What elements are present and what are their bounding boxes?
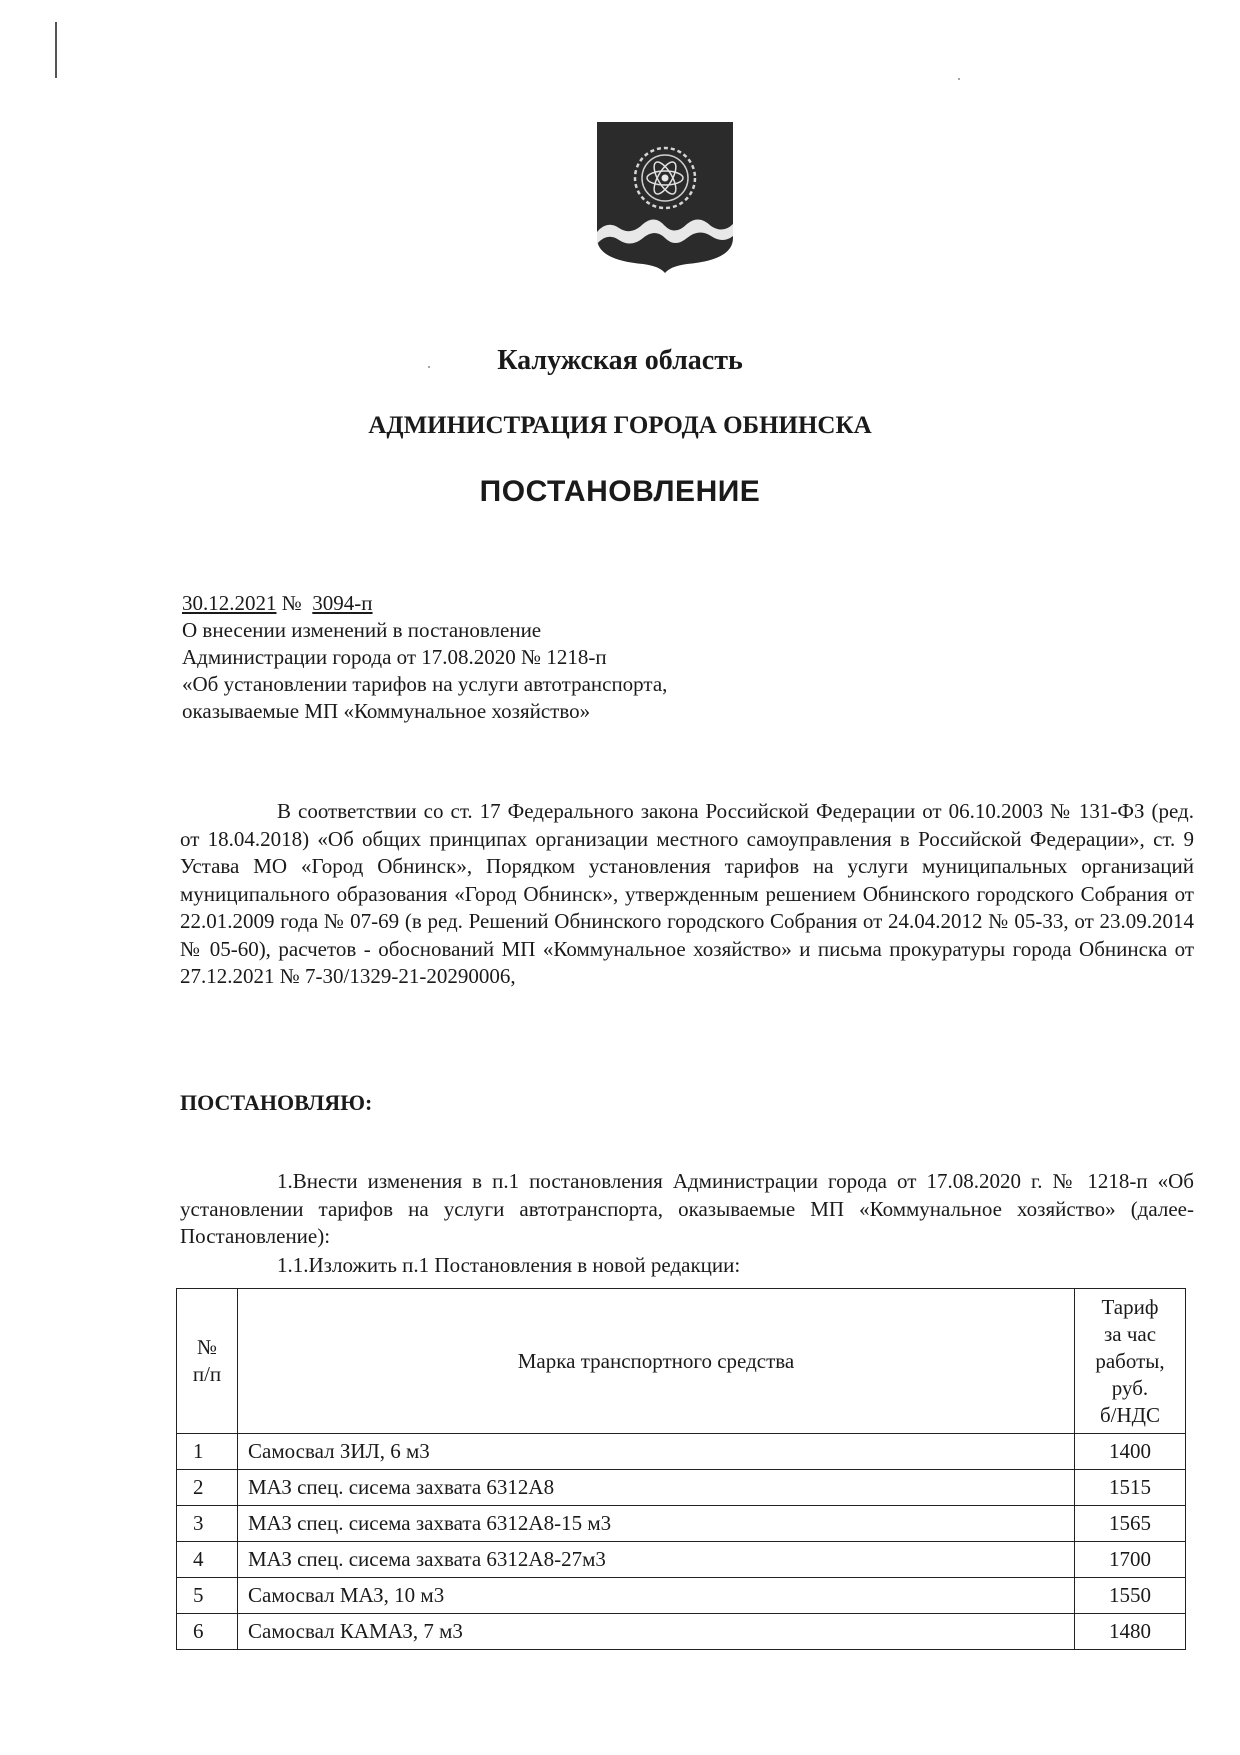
header-number-cell: [177, 1289, 238, 1434]
subject-line: Администрации города от 17.08.2020 № 1218-п: [182, 645, 607, 669]
header-tariff-line: за час: [1103, 1321, 1157, 1346]
subject-line: О внесении изменений в постановление: [182, 618, 542, 642]
row-vehicle: МАЗ спец. сисема захвата 6312А8: [238, 1470, 1075, 1506]
header-tariff-line: Тариф: [1101, 1294, 1159, 1319]
header-tariff-cell: [1075, 1289, 1186, 1434]
row-number: 4: [177, 1542, 238, 1578]
table-row: [177, 1434, 1186, 1470]
document-date: 30.12.2021: [182, 591, 277, 615]
header-tariff-line: работы,: [1095, 1348, 1165, 1373]
row-vehicle: Самосвал ЗИЛ, 6 м3: [238, 1434, 1075, 1470]
row-number: 6: [177, 1614, 238, 1650]
item-1-1-paragraph: 1.1.Изложить п.1 Постановления в новой редакции:: [277, 1253, 741, 1277]
number-sign: №: [281, 591, 302, 615]
table-header-row: [177, 1289, 1186, 1434]
row-vehicle: МАЗ спец. сисема захвата 6312А8-27м3: [238, 1542, 1075, 1578]
document-type-title: ПОСТАНОВЛЕНИЕ: [479, 475, 761, 508]
row-vehicle: Самосвал МАЗ, 10 м3: [238, 1578, 1075, 1614]
region-title: Калужская область: [497, 345, 743, 376]
date-number-line: [182, 590, 882, 617]
row-tariff: 1565: [1075, 1506, 1186, 1542]
row-number: 1: [177, 1434, 238, 1470]
row-tariff: 1700: [1075, 1542, 1186, 1578]
tariff-table: [176, 1288, 1186, 1650]
row-tariff: 1480: [1075, 1614, 1186, 1650]
subject-line: «Об установлении тарифов на услуги автотранспорта,: [182, 672, 668, 696]
scan-artifact-line: [55, 22, 57, 78]
row-vehicle: Самосвал КАМАЗ, 7 м3: [238, 1614, 1075, 1650]
row-number: 5: [177, 1578, 238, 1614]
row-tariff: 1550: [1075, 1578, 1186, 1614]
row-number: 2: [177, 1470, 238, 1506]
header-tariff-line: б/НДС: [1099, 1402, 1161, 1427]
table-row: [177, 1470, 1186, 1506]
row-tariff: 1400: [1075, 1434, 1186, 1470]
preamble-paragraph: В соответствии со ст. 17 Федерального закона Российской Федерации от 06.10.2003 № 131-ФЗ (ред. от 18.04.2018) «Об общих принципах организации местного самоуправления в Российской Федерации», ст. 9 Устава МО «Город Обнинск», Порядком установления тарифов на услуги муниципальных организаций муниципального образования «Город Обнинск», утвержденным решением Обнинского городского Собрания от 22.01.2009 года № 07-69 (в ред. Решений Обнинского городского Собрания от 24.04.2012 № 05-33, от 23.09.2014 № 05-60), расчетов - обоснований МП «Коммунальное хозяйство» и письма прокуратуры города Обнинска от 27.12.2021 № 7-30/1329-21-20290006,: [180, 799, 1194, 988]
row-number: 3: [177, 1506, 238, 1542]
table-row: [177, 1506, 1186, 1542]
scan-speck: [958, 78, 960, 80]
document-header-block: [182, 590, 882, 725]
item-1-paragraph: 1.Внести изменения в п.1 постановления Администрации города от 17.08.2020 г. № 1218-п «Об установлении тарифов на услуги автотранспорта, оказываемые МП «Коммунальное хозяйство» (далее-Постановление):: [180, 1169, 1194, 1248]
header-vehicle-cell: Марка транспортного средства: [238, 1289, 1075, 1434]
coat-of-arms-icon: [595, 120, 735, 275]
row-tariff: 1515: [1075, 1470, 1186, 1506]
administration-title: АДМИНИСТРАЦИЯ ГОРОДА ОБНИНСКА: [368, 412, 872, 439]
header-tariff-line: руб.: [1111, 1375, 1149, 1400]
document-number: 3094-п: [312, 591, 373, 615]
table-row: [177, 1542, 1186, 1578]
row-vehicle: МАЗ спец. сисема захвата 6312А8-15 м3: [238, 1506, 1075, 1542]
table-row: [177, 1614, 1186, 1650]
header-number-label: п/п: [192, 1362, 222, 1386]
resolve-heading: ПОСТАНОВЛЯЮ:: [180, 1090, 373, 1115]
subject-line: оказываемые МП «Коммунальное хозяйство»: [182, 699, 591, 723]
header-number-sign: №: [196, 1335, 218, 1359]
table-row: [177, 1578, 1186, 1614]
